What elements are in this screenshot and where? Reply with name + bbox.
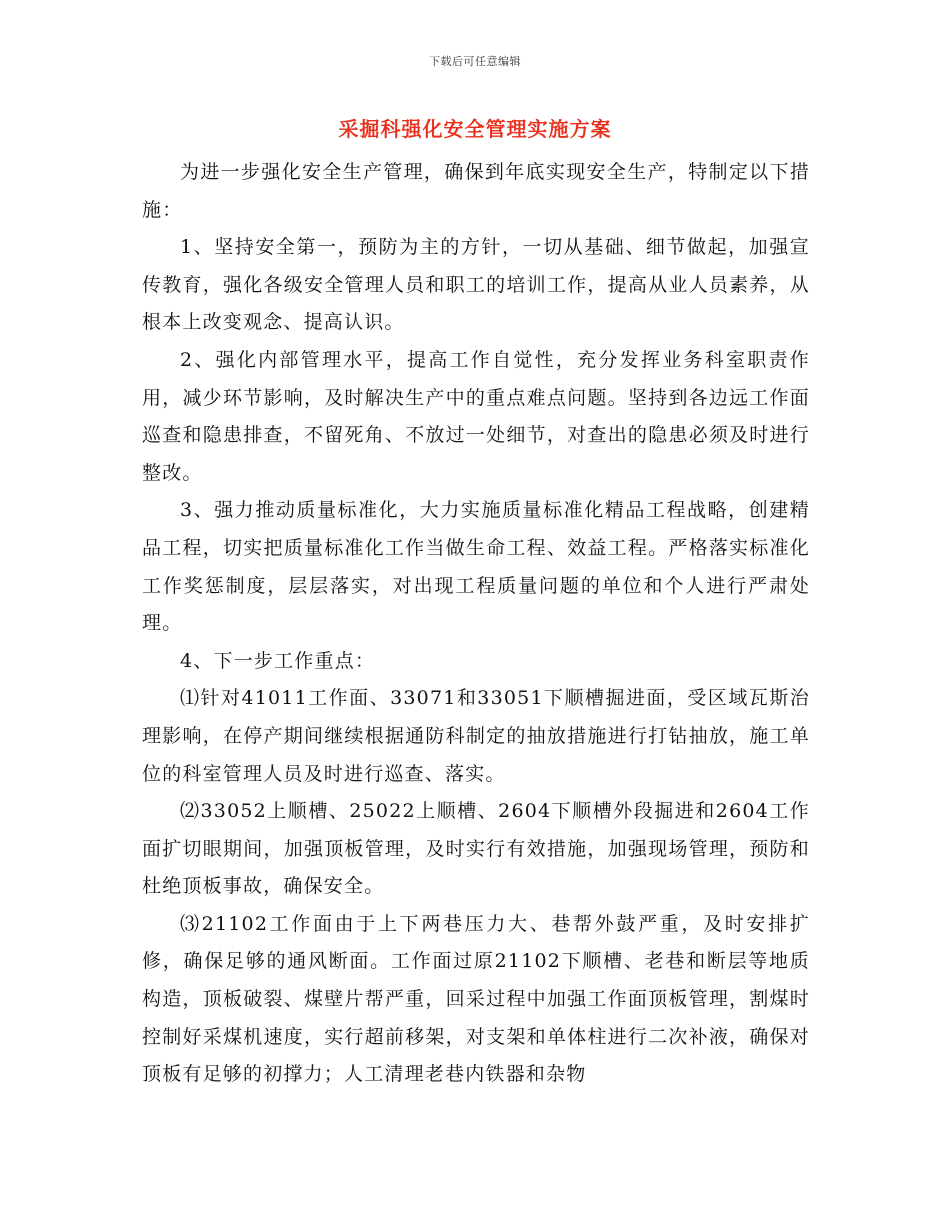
document-title: 采掘科强化安全管理实施方案 (338, 117, 612, 141)
paragraph-1: 1、坚持安全第一，预防为主的方针，一切从基础、细节做起，加强宣传教育，强化各级安全管理人员和职工的培训工作，提高从业人员素养，从根本上改变观念、提高认识。 (142, 236, 810, 334)
paragraph-4-2: ⑵33052上顺槽、25022上顺槽、2604下顺槽外段掘进和2604工作面扩切眼期间，加强顶板管理，及时实行有效措施，加强现场管理，预防和杜绝顶板事故，确保安全。 (142, 800, 810, 898)
paragraph-3: 3、强力推动质量标准化，大力实施质量标准化精品工程战略，创建精品工程，切实把质量标准化工作当做生命工程、效益工程。严格落实标准化工作奖惩制度，层层落实，对出现工程质量问题的单位和个人进行严肃处理。 (142, 499, 810, 635)
paragraph-4: 4、下一步工作重点： (180, 649, 376, 672)
paragraph-intro: 为进一步强化安全生产管理，确保到年底实现安全生产，特制定以下措施： (142, 161, 810, 221)
paragraph-4-1: ⑴针对41011工作面、33071和33051下顺槽掘进面，受区域瓦斯治理影响，在停产期间继续根据通防科制定的抽放措施进行打钻抽放，施工单位的科室管理人员及时进行巡查、落实。 (142, 687, 810, 785)
header-note: 下载后可任意编辑 (429, 55, 521, 68)
paragraph-4-3: ⑶21102工作面由于上下两巷压力大、巷帮外鼓严重，及时安排扩修，确保足够的通风断面。工作面过原21102下顺槽、老巷和断层等地质构造，顶板破裂、煤壁片帮严重，回采过程中加强工作面顶板管理，割煤时控制好采煤机速度，实行超前移架，对支架和单体柱进行二次补液，确保对顶板有足够的初撑力；人工清理老巷内铁器和杂物 (142, 912, 810, 1086)
document-body (142, 154, 810, 1094)
paragraph-2: 2、强化内部管理水平，提高工作自觉性，充分发挥业务科室职责作用，减少环节影响，及时解决生产中的重点难点问题。坚持到各边远工作面巡查和隐患排查，不留死角、不放过一处细节，对查出的隐患必须及时进行整改。 (142, 348, 810, 484)
